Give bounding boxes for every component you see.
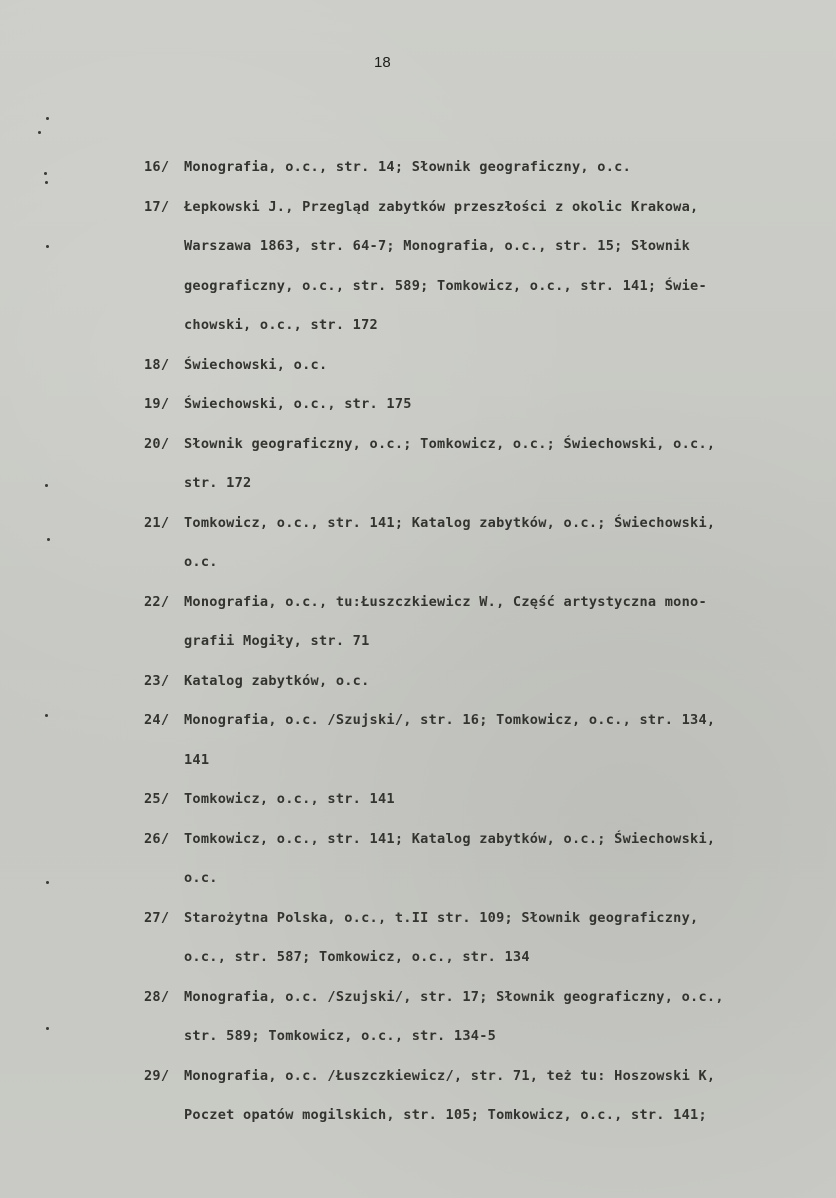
footnote-number: 16/ [144, 159, 170, 175]
footnote-17-continuation [144, 267, 834, 307]
margin-mark [45, 181, 48, 184]
margin-mark [38, 131, 41, 134]
footnote-17-continuation [144, 227, 834, 267]
margin-mark [45, 484, 48, 487]
footnote-text: Słownik geograficzny, o.c.; Tomkowicz, o.c.; Świechowski, o.c., [184, 435, 716, 452]
footnote-20 [144, 425, 834, 465]
margin-mark [46, 881, 49, 884]
footnote-text: Świechowski, o.c., str. 175 [184, 396, 412, 412]
footnote-22-continuation [144, 622, 834, 662]
footnote-16 [144, 148, 834, 188]
footnote-text: Katalog zabytków, o.c. [184, 672, 370, 689]
footnote-text: 141 [184, 751, 210, 768]
footnote-number: 17/ [144, 198, 170, 215]
footnote-text: Poczet opatów mogilskich, str. 105; Tomkowicz, o.c., str. 141; [184, 1107, 707, 1123]
footnote-27 [144, 899, 834, 939]
footnote-text: grafii Mogiły, str. 71 [184, 633, 370, 649]
margin-mark [47, 538, 50, 541]
footnote-text: Tomkowicz, o.c., str. 141; Katalog zabytków, o.c.; Świechowski, [184, 514, 716, 531]
footnote-number: 22/ [144, 593, 170, 610]
footnote-number: 29/ [144, 1067, 170, 1084]
footnote-number: 27/ [144, 909, 170, 926]
footnote-text: Monografia, o.c., tu:Łuszczkiewicz W., Część artystyczna mono- [184, 593, 707, 610]
footnote-number: 20/ [144, 435, 170, 452]
footnote-18 [144, 346, 834, 386]
footnote-29-continuation [144, 1096, 834, 1136]
margin-mark [44, 172, 47, 175]
footnote-22 [144, 583, 834, 623]
footnote-26-continuation [144, 859, 834, 899]
footnote-text: chowski, o.c., str. 172 [184, 317, 378, 333]
margin-mark [46, 1027, 49, 1030]
footnote-29 [144, 1057, 834, 1097]
footnote-text: o.c. [184, 870, 218, 886]
footnote-24-continuation [144, 741, 834, 781]
footnote-number: 24/ [144, 712, 170, 728]
footnote-25 [144, 780, 834, 820]
footnote-21-continuation [144, 543, 834, 583]
footnote-number: 21/ [144, 514, 170, 531]
footnote-text: Monografia, o.c., str. 14; Słownik geograficzny, o.c. [184, 159, 632, 175]
footnote-17-continuation [144, 306, 834, 346]
footnote-text: Starożytna Polska, o.c., t.II str. 109; Słownik geograficzny, [184, 909, 699, 926]
footnote-text: str. 589; Tomkowicz, o.c., str. 134-5 [184, 1028, 497, 1044]
footnote-text: o.c., str. 587; Tomkowicz, o.c., str. 134 [184, 949, 530, 965]
margin-mark [46, 245, 49, 248]
footnote-text: geograficzny, o.c., str. 589; Tomkowicz, o.c., str. 141; Świe- [184, 277, 707, 294]
footnote-number: 23/ [144, 672, 170, 689]
footnote-28-continuation [144, 1017, 834, 1057]
footnote-number: 19/ [144, 396, 170, 412]
footnotes-list [144, 148, 834, 1136]
footnote-28 [144, 978, 834, 1018]
footnote-19 [144, 385, 834, 425]
footnote-text: Warszawa 1863, str. 64-7; Monografia, o.c., str. 15; Słownik [184, 238, 691, 254]
footnote-17 [144, 188, 834, 228]
footnote-text: Łepkowski J., Przegląd zabytków przeszłości z okolic Krakowa, [184, 198, 699, 215]
footnote-number: 26/ [144, 830, 170, 847]
footnote-20-continuation [144, 464, 834, 504]
footnote-text: str. 172 [184, 475, 252, 491]
footnote-number: 28/ [144, 988, 170, 1005]
footnote-27-continuation [144, 938, 834, 978]
footnote-number: 25/ [144, 791, 170, 807]
footnote-26 [144, 820, 834, 860]
margin-mark [46, 117, 49, 120]
footnote-21 [144, 504, 834, 544]
footnote-text: Świechowski, o.c. [184, 356, 328, 373]
page-number: 18 [374, 54, 391, 71]
footnote-text: Tomkowicz, o.c., str. 141 [184, 791, 395, 807]
footnote-text: o.c. [184, 554, 218, 570]
footnote-23 [144, 662, 834, 702]
footnote-24 [144, 701, 834, 741]
footnote-text: Monografia, o.c. /Szujski/, str. 17; Słownik geograficzny, o.c., [184, 988, 724, 1005]
footnote-text: Tomkowicz, o.c., str. 141; Katalog zabytków, o.c.; Świechowski, [184, 830, 716, 847]
footnote-text: Monografia, o.c. /Szujski/, str. 16; Tomkowicz, o.c., str. 134, [184, 712, 716, 728]
margin-mark [45, 714, 48, 717]
footnote-text: Monografia, o.c. /Łuszczkiewicz/, str. 71, też tu: Hoszowski K, [184, 1067, 716, 1084]
footnote-number: 18/ [144, 356, 170, 373]
